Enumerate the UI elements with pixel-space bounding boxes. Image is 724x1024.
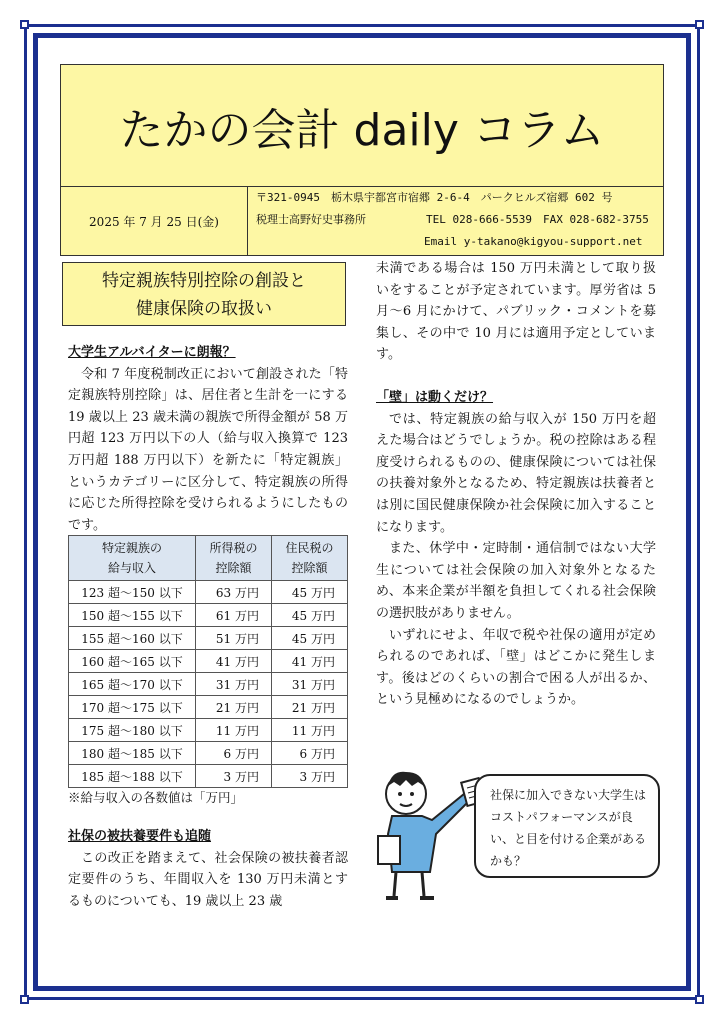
table-cell: 3 万円	[196, 765, 272, 788]
table-cell: 45 万円	[272, 581, 348, 604]
table-cell: 160 超～165 以下	[69, 650, 196, 673]
table-row	[69, 581, 348, 604]
section-body: では、特定親族の給与収入が 150 万円を超えた場合はどうでしょうか。税の控除はある程度受けられるものの、健康保険については社保の扶養対象外となるため、特定親族は扶養者とは別に国民健康保険か社会保険に加入することになります。	[376, 411, 656, 535]
table-cell: 21 万円	[196, 696, 272, 719]
table-cell: 63 万円	[196, 581, 272, 604]
table-row	[69, 627, 348, 650]
masthead-title: たかの会計 daily コラム	[61, 65, 663, 187]
office-contact	[248, 187, 663, 255]
right-column	[376, 258, 656, 711]
office-email: Email y-takano@kigyou-support.net	[424, 235, 643, 248]
table-cell: 175 超～180 以下	[69, 719, 196, 742]
table-header-row	[69, 536, 348, 581]
left-column-bottom	[68, 826, 348, 912]
table-cell: 6 万円	[196, 742, 272, 765]
left-column-top	[68, 342, 348, 536]
table-cell: 155 超～160 以下	[69, 627, 196, 650]
table-row	[69, 719, 348, 742]
speech-bubble: 社保に加入できない大学生はコストパフォーマンスが良い、と目を付ける企業があるかも？	[474, 774, 660, 878]
masthead	[60, 64, 664, 256]
table-header-cell: 住民税の 控除額	[272, 536, 348, 581]
table-cell: 61 万円	[196, 604, 272, 627]
section-heading: 社保の被扶養要件も追随	[68, 829, 212, 844]
corner-ornament	[20, 995, 29, 1004]
table-header-cell: 所得税の 控除額	[196, 536, 272, 581]
table-cell: 21 万円	[272, 696, 348, 719]
section-body: この改正を踏まえて、社会保険の被扶養者認定要件のうち、年間収入を 130 万円未満とするものについても、19 歳以上 23 歳	[68, 850, 348, 909]
table-cell: 165 超～170 以下	[69, 673, 196, 696]
section-body: 未満である場合は 150 万円未満として取り扱いをすることが予定されています。厚労省は 5 月～6 月にかけて、パブリック・コメントを募集し、その中で 10 月には適用予定としています。	[376, 261, 656, 363]
table-cell: 31 万円	[272, 673, 348, 696]
table-cell: 11 万円	[196, 719, 272, 742]
table-cell: 180 超～185 以下	[69, 742, 196, 765]
table-row	[69, 742, 348, 765]
table-cell: 170 超～175 以下	[69, 696, 196, 719]
office-phone-fax: TEL 028-666-5539 FAX 028-682-3755	[426, 213, 649, 226]
table-header-cell: 特定親族の 給与収入	[69, 536, 196, 581]
corner-ornament	[695, 20, 704, 29]
section-body: また、休学中・定時制・通信制ではない大学生については社会保険の加入対象外となるため、本来企業が半額を負担してくれる社会保険の選択肢がありません。	[376, 541, 656, 621]
table-row	[69, 604, 348, 627]
table-cell: 150 超～155 以下	[69, 604, 196, 627]
table-row	[69, 650, 348, 673]
pointing-man-illustration	[372, 764, 482, 904]
office-address: 〒321-0945 栃木県宇都宮市宿郷 2-6-4 パークヒルズ宿郷 602 号	[256, 191, 613, 204]
section-heading: 大学生アルバイターに朗報？	[68, 345, 236, 360]
section-body: いずれにせよ、年収で税や社保の適用が定められるのであれば、「壁」はどこかに発生します。後はどのくらいの割合で困る人が出るか、という見極めになるのでしょうか。	[376, 627, 656, 708]
section-heading: 「壁」は動くだけ？	[376, 389, 494, 405]
table-cell: 45 万円	[272, 627, 348, 650]
article-title	[62, 262, 346, 326]
article-title-line: 特定親族特別控除の創設と	[102, 271, 306, 291]
table-cell: 3 万円	[272, 765, 348, 788]
table-cell: 41 万円	[272, 650, 348, 673]
office-name: 税理士高野好史事務所	[256, 213, 366, 226]
article-title-line: 健康保険の取扱い	[136, 299, 272, 319]
table-note: ※給与収入の各数値は「万円」	[68, 790, 244, 805]
table-cell: 185 超～188 以下	[69, 765, 196, 788]
table-cell: 31 万円	[196, 673, 272, 696]
table-cell: 6 万円	[272, 742, 348, 765]
table-cell: 45 万円	[272, 604, 348, 627]
section-body: 令和 7 年度税制改正において創設された「特定親族特別控除」は、居住者と生計を一にする 19 歳以上 23 歳未満の親族で所得金額が 58 万円超 123 万円以下の人（給与収入換算で 123 万円超 188 万円以下）を新たに「特定親族」というカテゴリーに区分して、特定親族の所得に応じた所得控除を受けられるようにしたものです。	[68, 366, 348, 533]
table-cell: 11 万円	[272, 719, 348, 742]
corner-ornament	[695, 995, 704, 1004]
deduction-table	[68, 535, 348, 788]
table-cell: 41 万円	[196, 650, 272, 673]
issue-date: 2025 年 7 月 25 日(金)	[61, 187, 248, 255]
table-row	[69, 765, 348, 788]
table-cell: 123 超～150 以下	[69, 581, 196, 604]
table-row	[69, 673, 348, 696]
corner-ornament	[20, 20, 29, 29]
table-cell: 51 万円	[196, 627, 272, 650]
table-row	[69, 696, 348, 719]
